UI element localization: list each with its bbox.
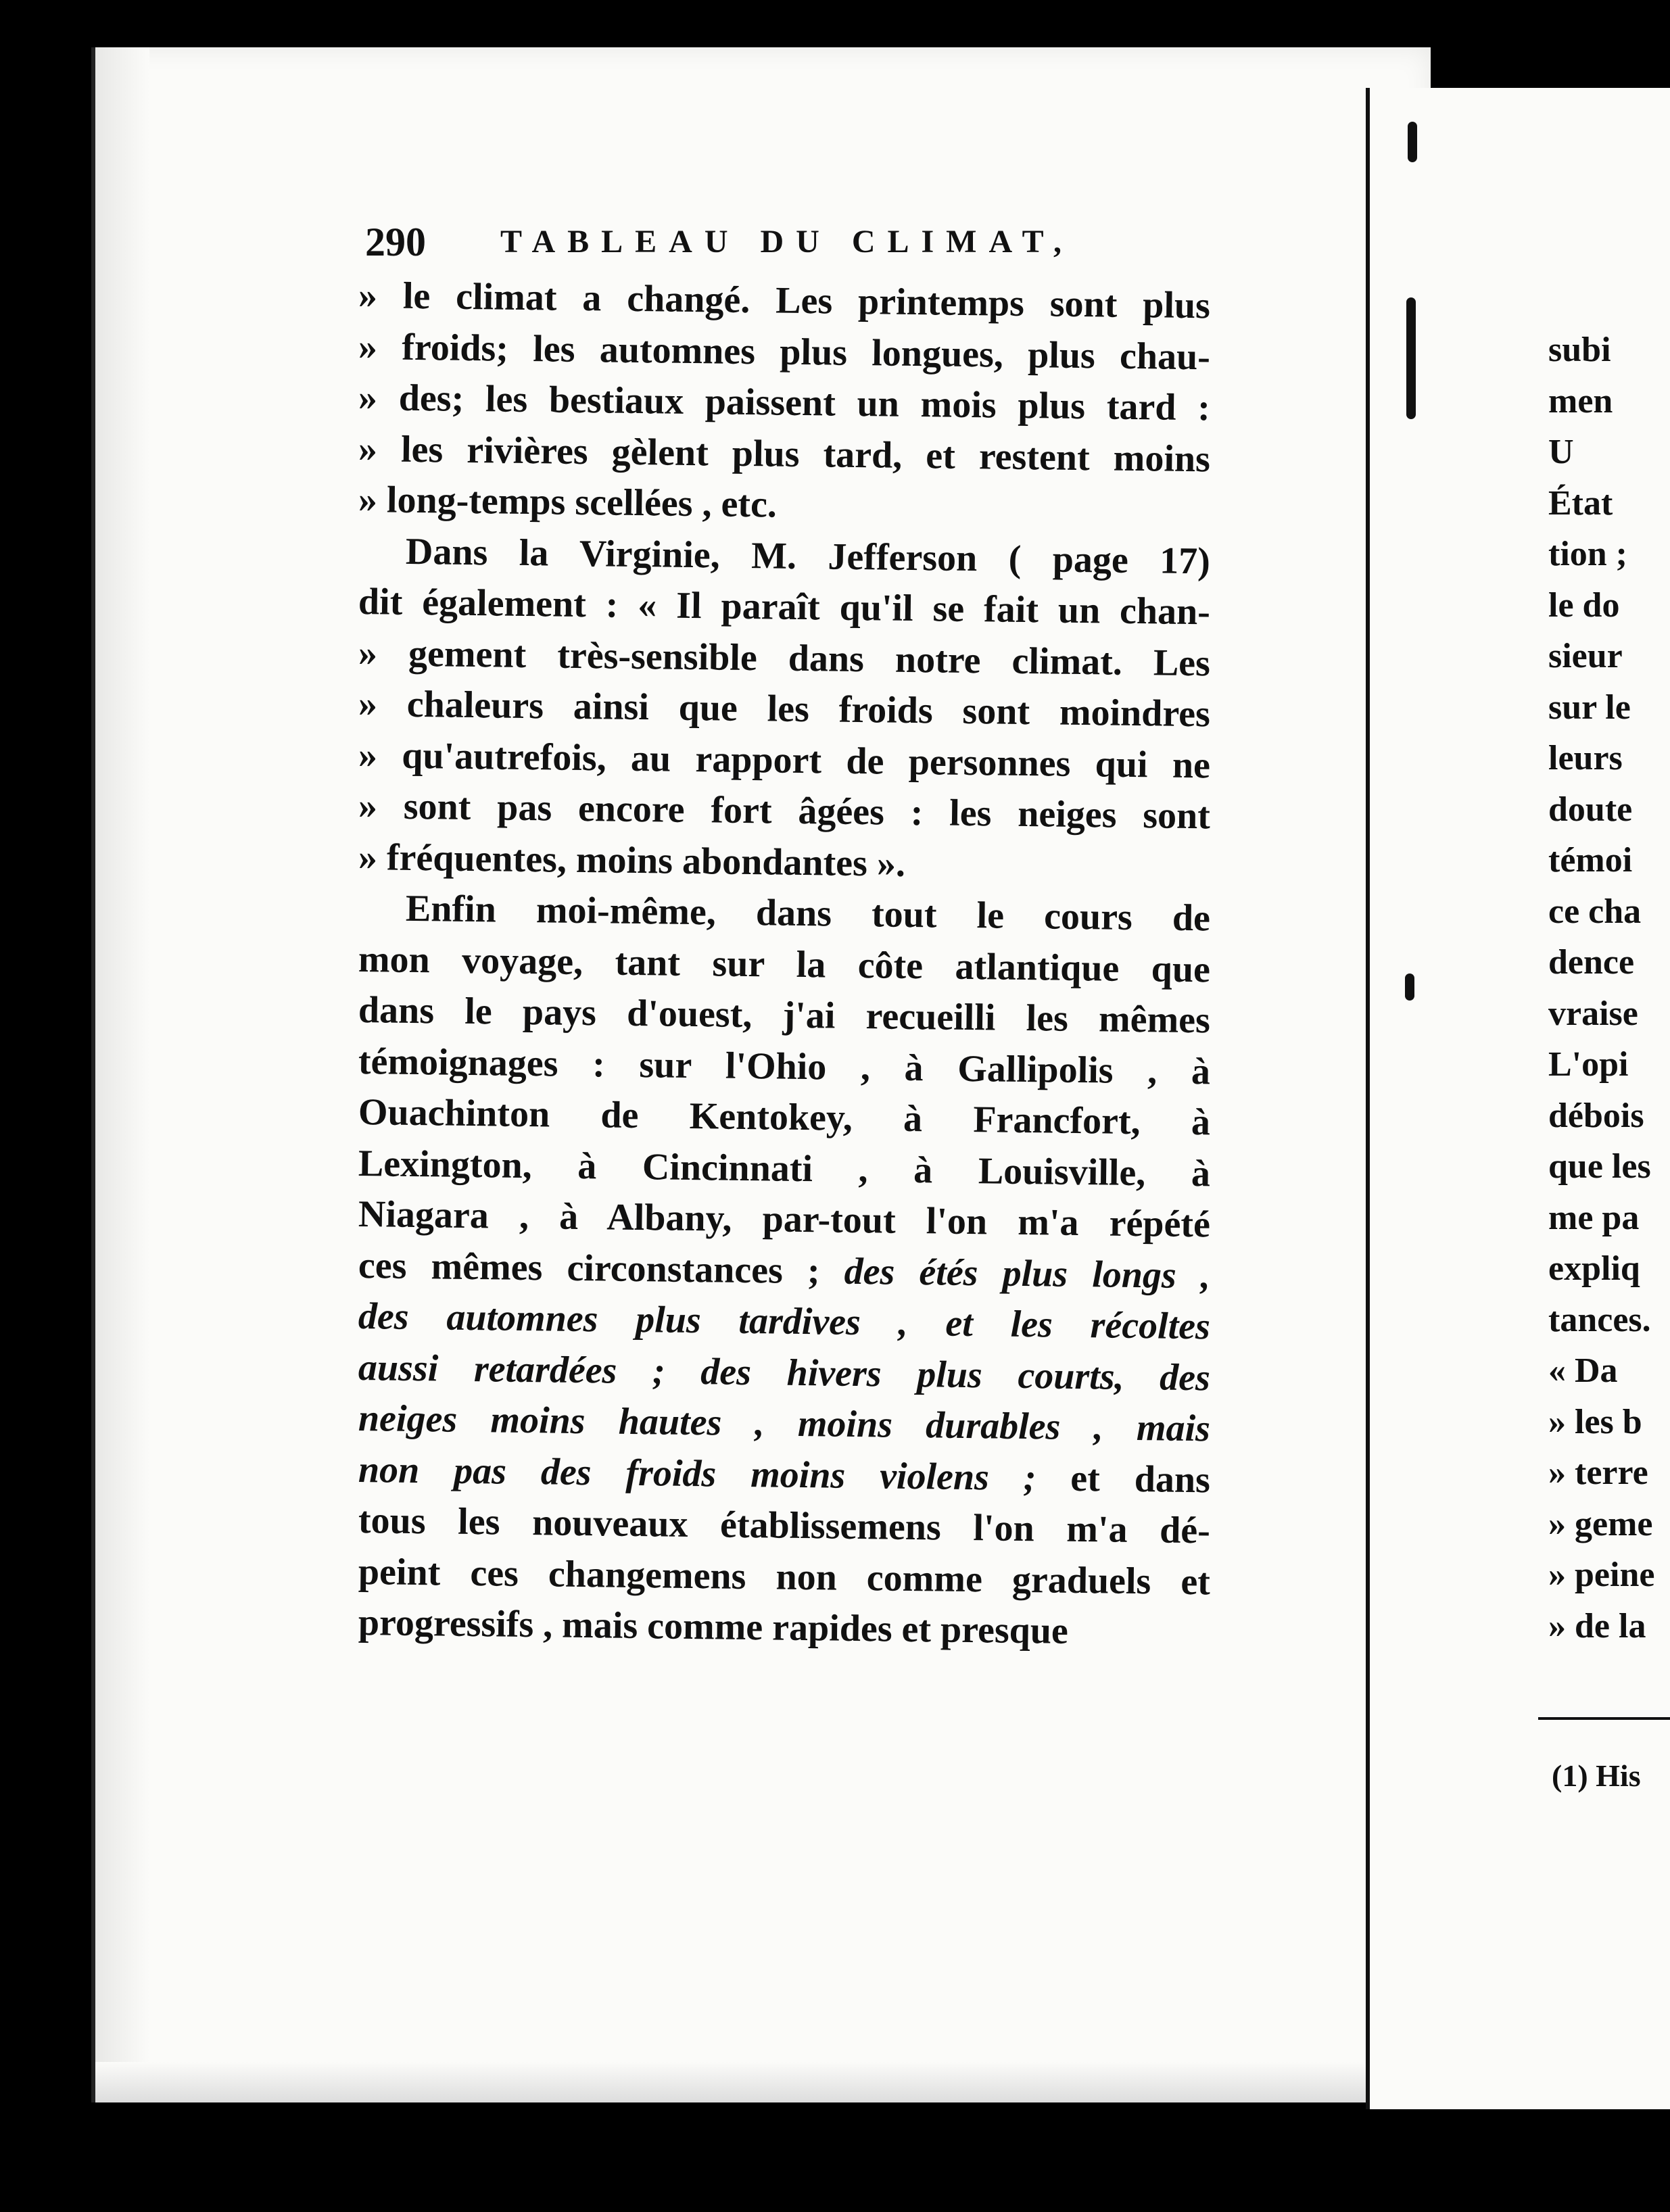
binding-mark [1408,122,1417,162]
running-head [365,215,1217,269]
italic-span: neiges moins hautes , moins durables , mais [358,1397,1211,1450]
text-line: dence [1548,943,1635,982]
text-line: » peine [1548,1556,1655,1594]
text-line: ce cha [1548,892,1642,931]
text-line [358,985,1211,1047]
text-span: témoignages : sur l'Ohio , à Gallipolis , à [358,1040,1211,1092]
text-span: dans le pays d'ouest, j'ai recueilli les mêmes [358,989,1211,1042]
text-span: Dans la Virginie, M. Jefferson ( page 17) [405,530,1211,582]
italic-span: non pas des froids moins violens ; [358,1448,1036,1499]
text-line: « Da [1548,1351,1618,1390]
right-page-partial-text [1548,324,1670,1652]
binding-mark [1406,297,1416,419]
text-line: expliq [1548,1249,1640,1288]
text-line [358,1087,1211,1149]
text-line: tances. [1548,1300,1651,1339]
text-span: peint ces changemens non comme graduels et [358,1550,1211,1603]
italic-span: aussi retardées ; des hivers plus courts, des [358,1346,1211,1399]
text-span: mon voyage, tant sur la côte atlantique que [358,938,1211,990]
text-line: me pa [1548,1198,1640,1237]
text-span: Lexington, à Cincinnati , à Louisville, à [358,1142,1211,1195]
page-shadow-left [95,47,149,2102]
text-line: débois [1548,1096,1644,1135]
text-span: » long-temps scellées , etc. [358,479,778,526]
text-line [358,1393,1211,1455]
page-shadow-bottom [95,2062,1431,2102]
text-line [358,372,1211,434]
text-span: tous les nouveaux établissemens l'on m'a dé- [358,1499,1211,1552]
text-line: que les [1548,1147,1651,1186]
text-span: dit également : « Il paraît qu'il se fait un chan- [358,581,1211,633]
text-span: Enfin moi-même, dans tout le cours de [405,887,1211,940]
text-span: et dans [1036,1456,1211,1501]
text-line [358,781,1211,842]
text-line: sur le [1548,688,1631,727]
running-head-title: TABLEAU DU CLIMAT, [500,224,1074,260]
text-line [358,1189,1211,1251]
text-line: témoi [1548,841,1633,880]
footnote-text: (1) His [1552,1758,1641,1793]
text-line: subi [1548,331,1611,369]
left-page-body-text [358,270,1211,1652]
text-line: doute [1548,790,1633,829]
page-number: 290 [365,220,426,264]
text-line: leurs [1548,739,1623,777]
text-line: » de la [1548,1606,1646,1645]
text-line [358,1291,1211,1353]
text-line [358,679,1211,740]
text-span: » chaleurs ainsi que les froids sont moindres [358,683,1211,736]
text-span: ces mêmes circonstances ; [358,1244,845,1293]
text-line: » terre [1548,1453,1648,1492]
text-line: » geme [1548,1504,1653,1543]
italic-span: des étés plus longs , [844,1250,1211,1297]
text-line [358,475,1211,536]
text-span: » gement très-sensible dans notre climat. Les [358,631,1211,684]
text-span: Niagara , à Albany, par-tout l'on m'a répété [358,1193,1211,1246]
text-span: progressifs , mais comme rapides et presque [358,1602,1069,1652]
text-line: sieur [1548,637,1623,675]
binding-mark [1405,973,1414,1001]
text-line [358,1597,1211,1659]
text-span: » qu'autrefois, au rapport de personnes qui ne [358,734,1211,786]
footnote-rule [1538,1717,1670,1720]
text-line: tion ; [1548,535,1627,573]
text-span: Ouachinton de Kentokey, à Francfort, à [358,1091,1211,1144]
text-line [358,270,1211,332]
text-line [358,1495,1211,1557]
text-line [358,577,1211,638]
text-span: » fréquentes, moins abondantes ». [358,836,906,885]
text-span: » des; les bestiaux paissent un mois plus tard : [358,377,1211,429]
text-line: men [1548,381,1613,420]
text-line: le do [1548,585,1620,625]
text-span: » froids; les automnes plus longues, plus chau- [358,325,1211,378]
text-line: État [1548,483,1613,523]
text-line: » les b [1548,1402,1642,1441]
text-line [358,883,1211,944]
text-line: vraise [1548,994,1638,1033]
text-span: » sont pas encore fort âgées : les neiges sont [358,785,1211,838]
text-line: L'opi [1548,1045,1629,1084]
italic-span: des automnes plus tardives , et les récoltes [358,1295,1211,1348]
text-line: U [1548,433,1574,471]
text-span: » le climat a changé. Les printemps sont plus [358,274,1211,327]
text-span: » les rivières gèlent plus tard, et restent moins [358,427,1211,480]
